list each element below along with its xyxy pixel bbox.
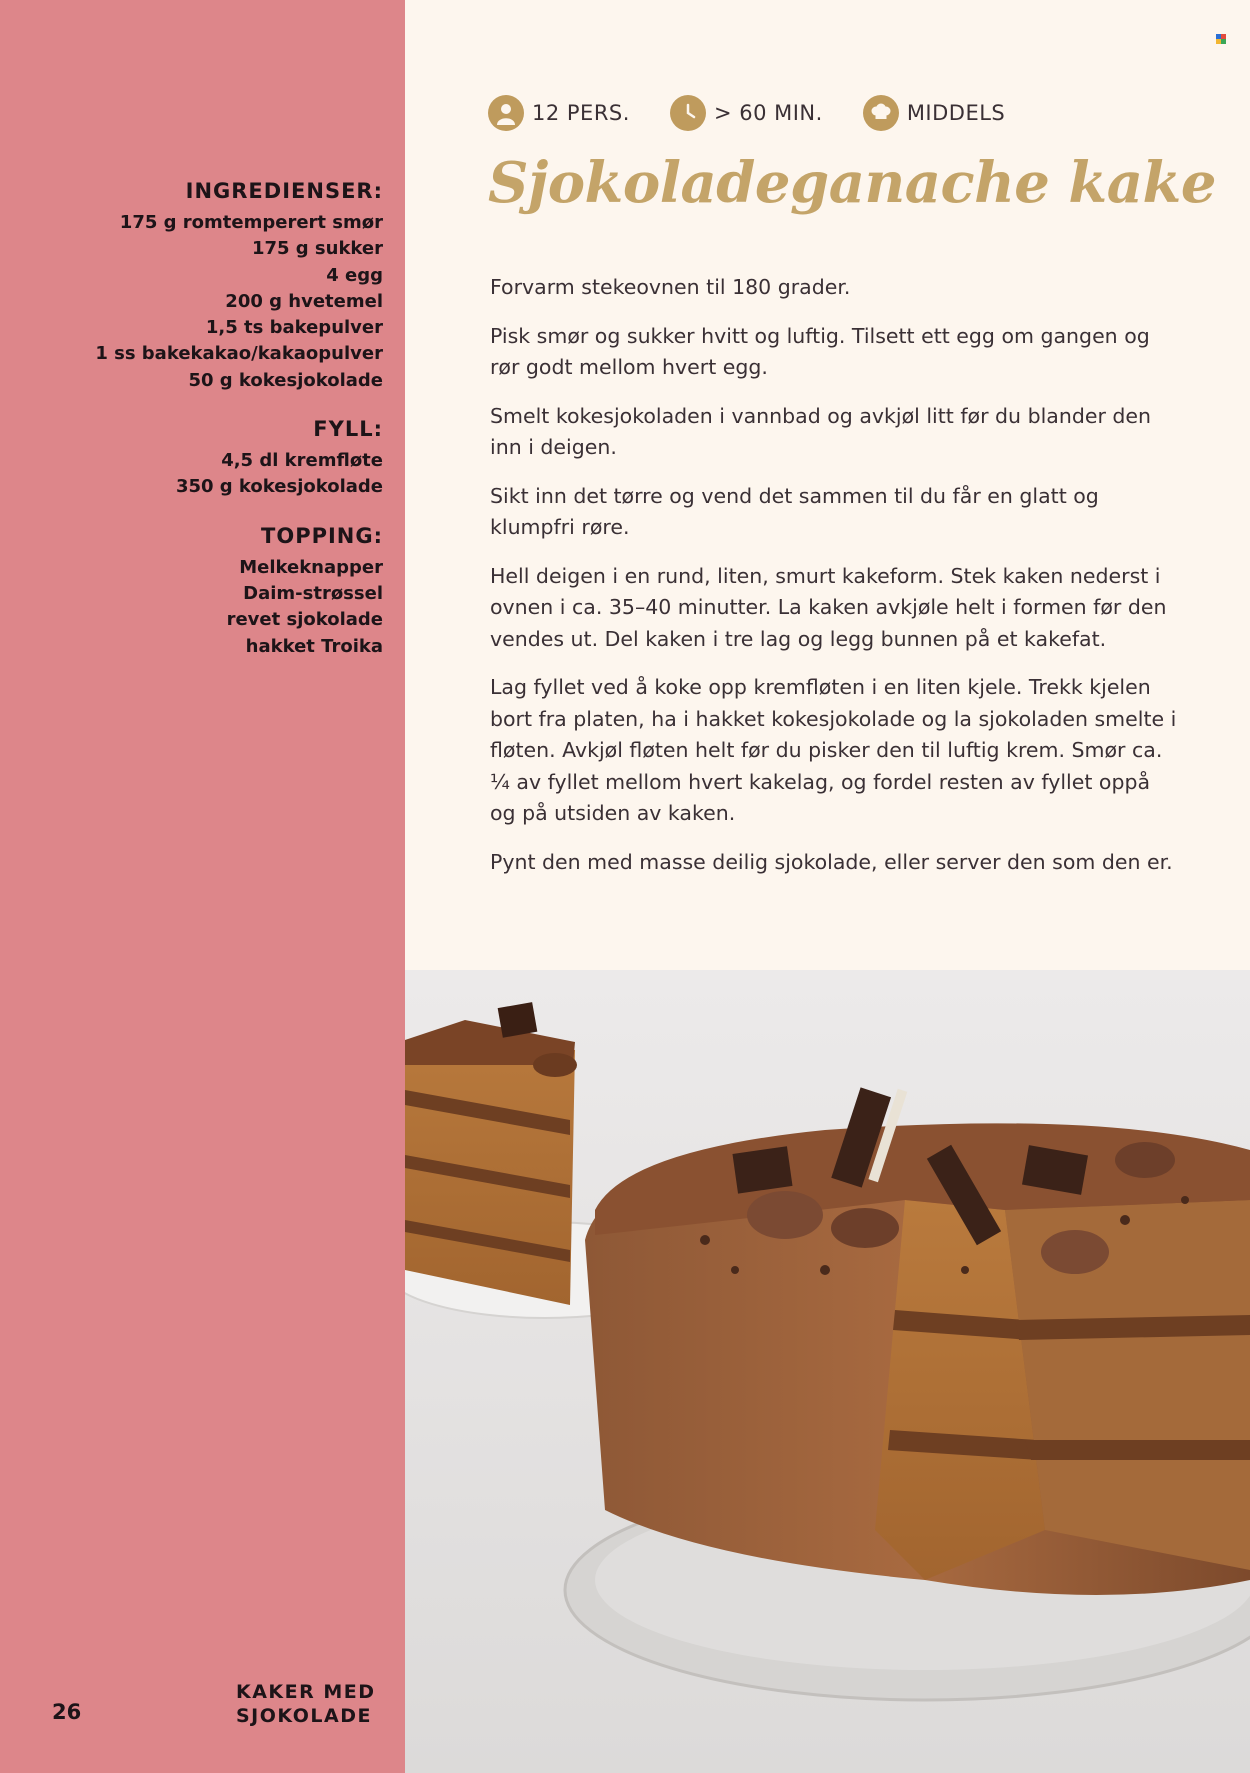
difficulty-text: MIDDELS	[906, 101, 1006, 125]
page-number: 26	[52, 1700, 82, 1724]
ingredient-item: 175 g romtemperert smør	[119, 212, 383, 233]
step-paragraph: Pisk smør og sukker hvitt og luftig. Tilsett ett egg om gangen og rør godt mellom hvert egg.	[490, 323, 1150, 379]
ingredients-list	[3, 210, 383, 394]
recipe-steps	[490, 272, 1180, 895]
difficulty-info	[863, 95, 1005, 131]
topping-item: revet sjokolade	[226, 609, 383, 631]
recipe-title: Sjokoladeganache kake	[488, 150, 1216, 216]
ingredient-item: 175 g sukker	[251, 238, 383, 260]
filling-item: 350 g kokesjokolade	[175, 476, 383, 498]
section-title-line: SJOKOLADE	[236, 1705, 372, 1727]
step-paragraph: Smelt kokesjokoladen i vannbad og avkjøl litt før du blander den inn i deigen.	[490, 403, 1152, 459]
ingredients-heading: INGREDIENSER:	[185, 179, 383, 203]
corner-mark-icon	[1216, 34, 1226, 44]
topping-item: Daim-strøssel	[243, 582, 383, 604]
person-icon	[488, 95, 524, 131]
clock-icon	[670, 95, 706, 131]
filling-list	[3, 448, 383, 501]
topping-list	[3, 555, 383, 660]
time-info	[670, 95, 823, 131]
servings-info	[488, 95, 630, 131]
topping-item: hakket Troika	[245, 635, 383, 657]
filling-item: 4,5 dl kremfløte	[221, 450, 383, 472]
ingredient-item: 200 g hvetemel	[225, 290, 383, 312]
cake-photo	[405, 970, 1250, 1773]
chef-hat-icon	[863, 95, 899, 131]
ingredients-panel	[3, 176, 383, 680]
section-title	[236, 1680, 376, 1728]
ingredients-sidebar	[0, 0, 405, 1773]
filling-heading: FYLL:	[313, 417, 383, 442]
topping-item: Melkeknapper	[239, 556, 383, 578]
ingredient-item: 1,5 ts bakepulver	[205, 317, 383, 339]
step-paragraph: Lag fyllet ved å koke opp kremfløten i en liten kjele. Trekk kjelen bort fra platen, ha i hakket kokesjokolade og la sjokoladen smelte i fløten. Avkjøl fløten helt før du pisker den til luftig krem. Smør ca. ¼ av fyllet mellom hvert kakelag, og fordel resten av fyllet oppå og på utsiden av kaken.	[490, 675, 1177, 825]
recipe-meta	[488, 93, 1045, 133]
topping-heading: TOPPING:	[261, 523, 383, 548]
time-text: > 60 MIN.	[713, 101, 823, 125]
servings-text: 12 PERS.	[532, 101, 630, 125]
ingredient-item: 4 egg	[326, 264, 383, 286]
step-paragraph: Sikt inn det tørre og vend det sammen til du får en glatt og klumpfri røre.	[490, 483, 1099, 539]
step-paragraph: Pynt den med masse deilig sjokolade, eller server den som den er.	[490, 849, 1173, 874]
step-paragraph: Hell deigen i en rund, liten, smurt kakeform. Stek kaken nederst i ovnen i ca. 35–40 minutter. La kaken avkjøle helt i formen før den vendes ut. Del kaken i tre lag og legg bunnen på et kakefat.	[490, 563, 1167, 651]
step-paragraph: Forvarm stekeovnen til 180 grader.	[490, 275, 851, 299]
section-title-line: KAKER MED	[236, 1681, 376, 1703]
ingredient-item: 1 ss bakekakao/kakaopulver	[95, 343, 383, 365]
ingredient-item: 50 g kokesjokolade	[188, 369, 383, 391]
